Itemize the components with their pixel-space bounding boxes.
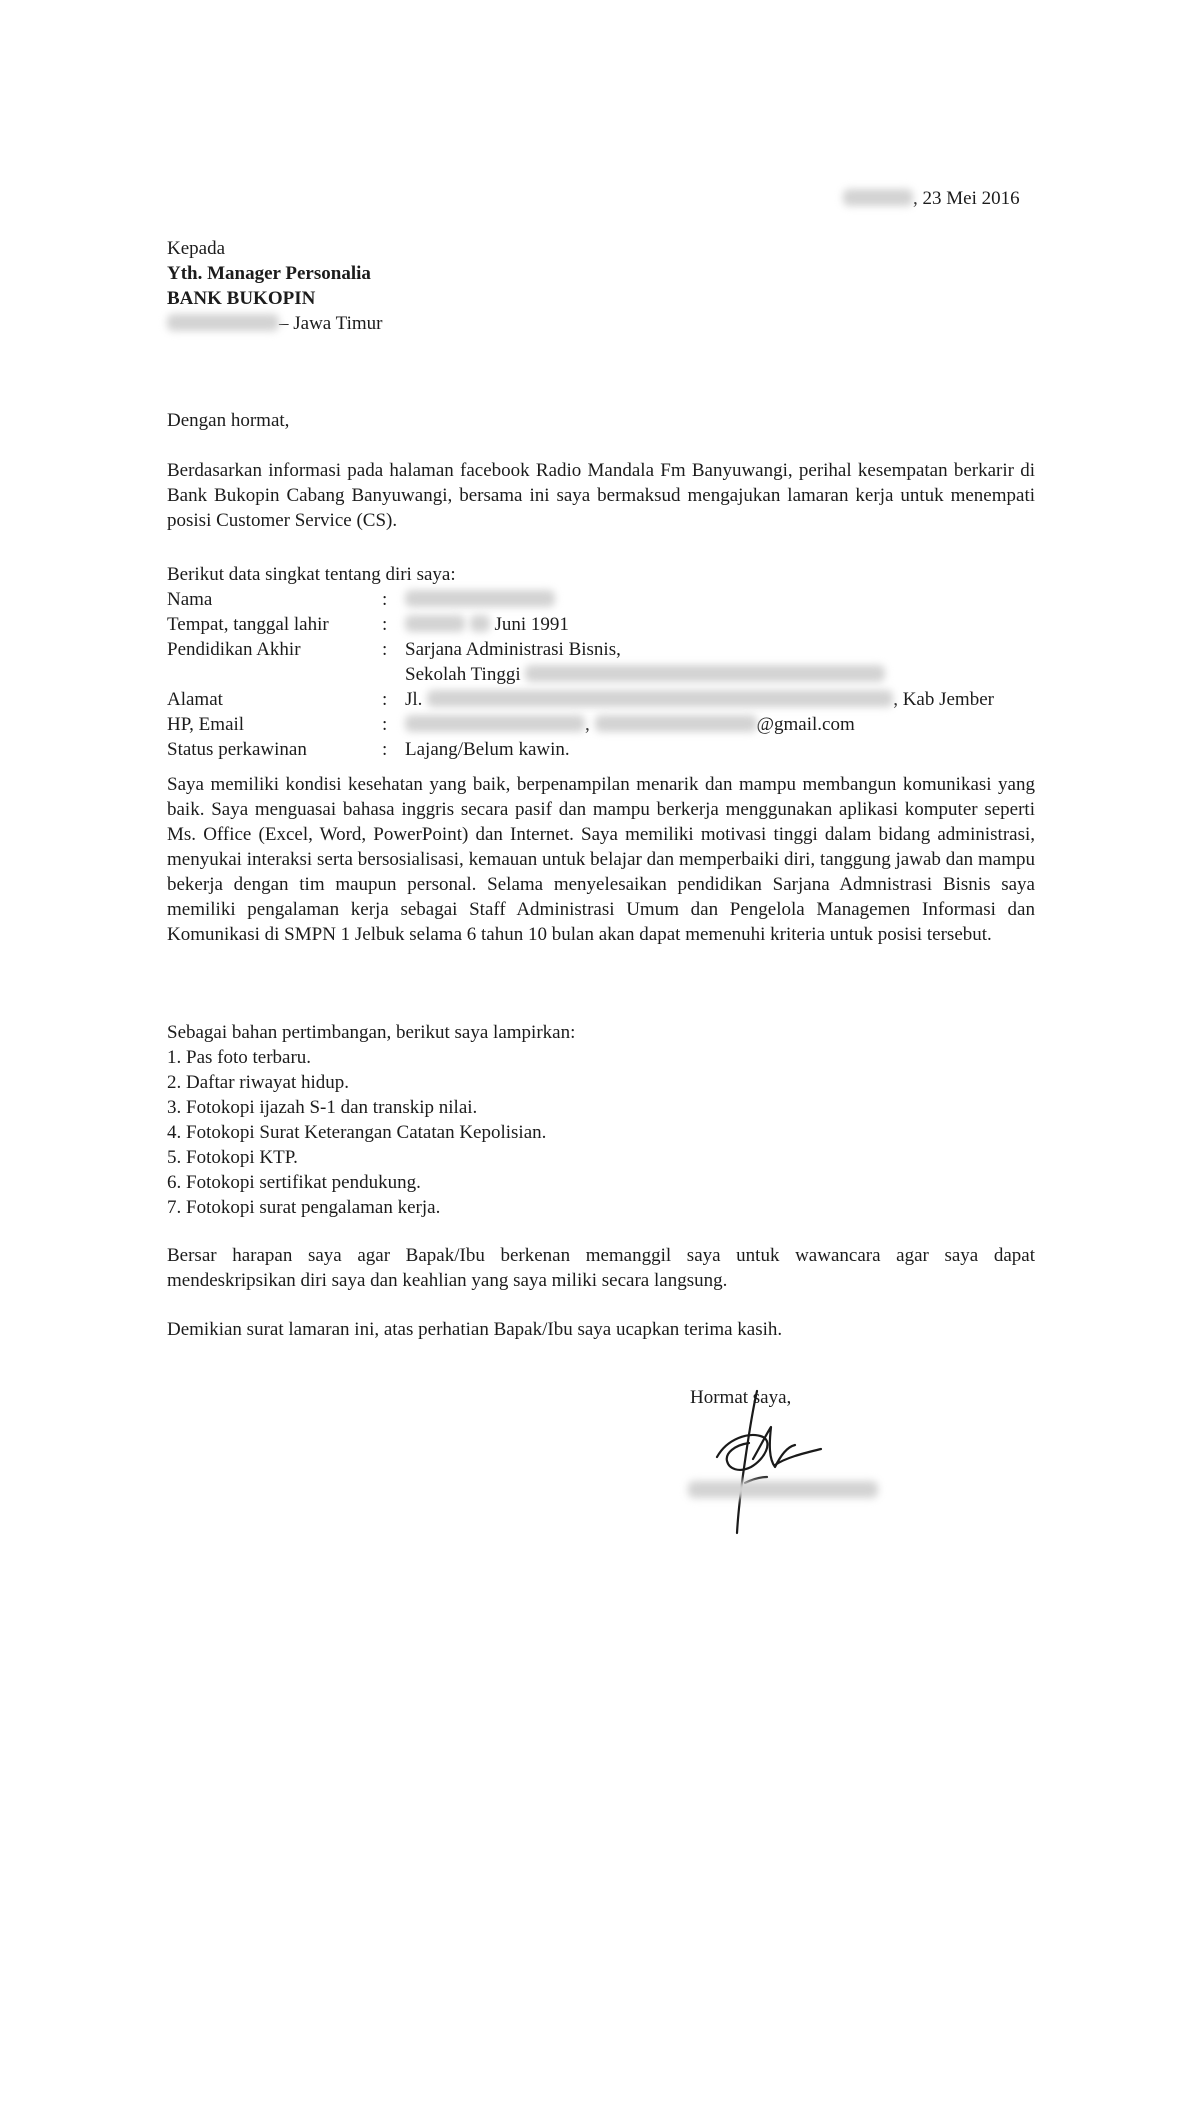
recipient-address	[167, 236, 382, 336]
data-value	[405, 612, 569, 637]
list-item: 1. Pas foto terbaru.	[167, 1047, 312, 1068]
qualification-paragraph: Saya memiliki kondisi kesehatan yang baik, berpenampilan menarik dan mampu membangun komunikasi yang baik. Saya menguasai bahasa inggris secara pasif dan mampu berkerja menggunakan aplikasi komputer seperti Ms. Office (Excel, Word, PowerPoint) dan Internet. Saya memiliki motivasi tinggi dalam bidang administrasi, menyukai interaksi serta bersosialisasi, kemauan untuk belajar dan memperbaiki diri, tanggung jawab dan mampu bekerja dengan tim maupun personal. Selama menyelesaikan pendidikan Sarjana Admnistrasi Bisnis saya memiliki pengalaman kerja sebagai Staff Administrasi Umum dan Pengelola Managemen Informasi dan Komunikasi di SMPN 1 Jelbuk selama 6 tahun 10 bulan akan dapat memenuhi kriteria untuk posisi tersebut.	[167, 774, 1035, 945]
redacted-street	[427, 690, 893, 707]
intro-paragraph: Berdasarkan informasi pada halaman facebook Radio Mandala Fm Banyuwangi, perihal kesempatan berkarir di Bank Bukopin Cabang Banyuwangi, bersama ini saya bermaksud mengajukan lamaran kerja untuk menempati posisi Customer Service (CS).	[167, 460, 1035, 531]
data-row-pendidikan-2	[167, 662, 1067, 687]
closing-paragraph: Demikian surat lamaran ini, atas perhatian Bapak/Ibu saya ucapkan terima kasih.	[167, 1319, 783, 1340]
data-colon: :	[382, 589, 388, 610]
data-row-status	[167, 737, 1067, 762]
list-item: 7. Fotokopi surat pengalaman kerja.	[167, 1197, 441, 1218]
redacted-city	[167, 314, 279, 331]
data-value: , @gmail.com	[405, 712, 855, 737]
recipient-line-kepada: Kepada	[167, 238, 226, 259]
attachments-intro: Sebagai bahan pertimbangan, berikut saya lampirkan:	[167, 1022, 576, 1043]
sign-off: Hormat saya,	[690, 1387, 792, 1408]
birth-month-year: Juni 1991	[494, 614, 569, 635]
hope-paragraph: Bersar harapan saya agar Bapak/Ibu berkenan memanggil saya untuk wawancara agar saya dapat mendeskripsikan diri saya dan keahlian yang saya miliki secara langsung.	[167, 1245, 1035, 1291]
data-value: Sarjana Administrasi Bisnis,	[405, 639, 621, 660]
redacted-signer-name	[688, 1481, 878, 1498]
signature-mark	[705, 1387, 825, 1537]
date-text: , 23 Mei 2016	[913, 188, 1020, 209]
salutation: Dengan hormat,	[167, 410, 290, 431]
data-row-ttl	[167, 612, 1067, 637]
data-colon: :	[382, 739, 388, 760]
data-colon: :	[382, 714, 388, 735]
list-item: 4. Fotokopi Surat Keterangan Catatan Kepolisian.	[167, 1122, 547, 1143]
redacted-city	[843, 189, 913, 206]
data-label: Pendidikan Akhir	[167, 639, 301, 660]
data-row-alamat	[167, 687, 1067, 712]
data-label: Status perkawinan	[167, 739, 307, 760]
address-regency: , Kab Jember	[893, 689, 994, 710]
data-value	[405, 587, 555, 612]
personal-data-table	[167, 587, 1067, 762]
data-value	[405, 662, 885, 687]
redacted-birthplace	[405, 615, 465, 632]
letter-date	[843, 186, 1020, 211]
data-colon: :	[382, 689, 388, 710]
data-row-nama	[167, 587, 1067, 612]
redacted-school	[525, 665, 885, 682]
email-domain: @gmail.com	[756, 714, 855, 735]
school-prefix: Sekolah Tinggi	[405, 664, 521, 685]
data-row-hp-email	[167, 712, 1067, 737]
list-item: 2. Daftar riwayat hidup.	[167, 1072, 350, 1093]
data-label: Tempat, tanggal lahir	[167, 614, 329, 635]
redacted-phone	[405, 715, 585, 732]
street-prefix: Jl.	[405, 689, 423, 710]
data-colon: :	[382, 639, 388, 660]
signer-name	[688, 1478, 878, 1503]
data-label: Nama	[167, 589, 213, 610]
data-label: Alamat	[167, 689, 223, 710]
list-item: 3. Fotokopi ijazah S-1 dan transkip nilai.	[167, 1097, 478, 1118]
redacted-name	[405, 590, 555, 607]
data-row-pendidikan	[167, 637, 1067, 662]
recipient-region	[167, 311, 382, 336]
list-item: 5. Fotokopi KTP.	[167, 1147, 298, 1168]
data-value	[405, 687, 994, 712]
data-value: Lajang/Belum kawin.	[405, 739, 570, 760]
data-label: HP, Email	[167, 714, 245, 735]
recipient-company: BANK BUKOPIN	[167, 288, 316, 309]
personal-data-intro: Berikut data singkat tentang diri saya:	[167, 564, 456, 585]
recipient-title: Yth. Manager Personalia	[167, 263, 371, 284]
attachments-list	[167, 1045, 546, 1220]
recipient-region-text: – Jawa Timur	[279, 313, 383, 334]
redacted-day	[470, 615, 490, 632]
redacted-email-user	[595, 715, 757, 732]
data-colon: :	[382, 614, 388, 635]
list-item: 6. Fotokopi sertifikat pendukung.	[167, 1172, 421, 1193]
